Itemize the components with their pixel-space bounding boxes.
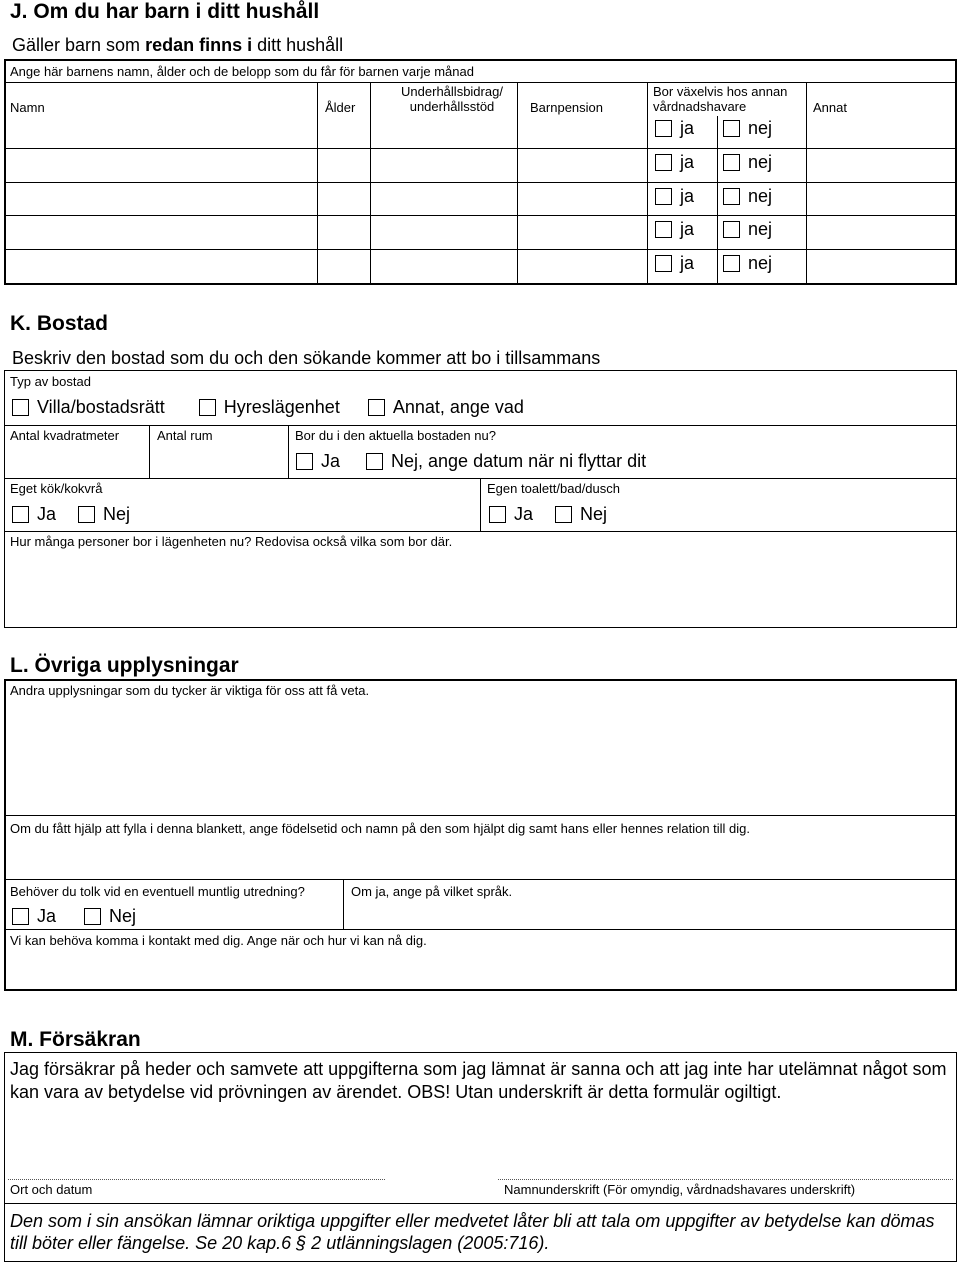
kok-label: Eget kök/kokvrå	[10, 481, 103, 496]
nej-checkbox[interactable]	[723, 154, 740, 171]
nej-label: nej	[748, 253, 773, 273]
nej-label: nej	[748, 186, 773, 206]
k-col	[288, 425, 289, 478]
annat-checkbox[interactable]	[368, 399, 385, 416]
ja-label: ja	[680, 118, 695, 138]
col-underhall-line2: underhållsstöd	[409, 99, 495, 114]
child-row-1-options	[655, 118, 772, 139]
hjalp-label: Om du fått hjälp att fylla i denna blankett, ange födelsetid och namn på den som hjälpt dig samt hans eller hennes relation till dig.	[10, 821, 751, 836]
nej-label: nej	[748, 152, 773, 172]
ort-signature-line	[8, 1179, 385, 1180]
l-line	[5, 879, 956, 880]
child-row-5-options	[655, 253, 772, 274]
toalett-nej-checkbox[interactable]	[555, 506, 572, 523]
kok-nej-checkbox[interactable]	[78, 506, 95, 523]
kok-ja-checkbox[interactable]	[12, 506, 29, 523]
sprak-label: Om ja, ange på vilket språk.	[351, 884, 513, 899]
hyres-checkbox[interactable]	[199, 399, 216, 416]
ja-checkbox[interactable]	[655, 154, 672, 171]
toalett-label: Egen toalett/bad/dusch	[487, 481, 620, 496]
children-instruction: Ange här barnens namn, ålder och de belopp som du får för barnen varje månad	[10, 64, 474, 79]
bor-ja-checkbox[interactable]	[296, 453, 313, 470]
col-underhall	[392, 84, 512, 114]
l-line	[5, 929, 956, 930]
kok-options	[12, 504, 130, 525]
l-line	[5, 815, 956, 816]
nej-checkbox[interactable]	[723, 188, 740, 205]
andra-label: Andra upplysningar som du tycker är viktiga för oss att få veta.	[10, 683, 370, 698]
nej-checkbox[interactable]	[723, 255, 740, 272]
subtitle-bold: redan finns i	[145, 35, 253, 55]
nej-label: nej	[748, 219, 773, 239]
tolk-ja-label: Ja	[37, 906, 57, 926]
ja-label: ja	[680, 186, 695, 206]
subtitle-post: ditt hushåll	[252, 35, 344, 55]
col-alder: Ålder	[325, 100, 356, 115]
rum-label: Antal rum	[157, 428, 213, 443]
nej-checkbox[interactable]	[723, 221, 740, 238]
tolk-ja-checkbox[interactable]	[12, 908, 29, 925]
villa-label: Villa/bostadsrätt	[37, 397, 165, 417]
child-row-2-options	[655, 152, 772, 173]
col-vaxelvis-line1: Bor växelvis hos annan	[653, 84, 788, 99]
toalett-options	[489, 504, 607, 525]
namn-label: Namnunderskrift (För omyndig, vårdnadshavares underskrift)	[504, 1182, 856, 1197]
warning-text: Den som i sin ansökan lämnar oriktiga uppgifter eller medvetet låter bli att tala om uppgifter av betydelse kan dömas till böter eller fängelse. Se 20 kap.6 § 2 utlänningslagen (2005:716).	[10, 1211, 935, 1253]
kontakt-label: Vi kan behöva komma i kontakt med dig. Ange när och hur vi kan nå dig.	[10, 933, 427, 948]
col-barnpension: Barnpension	[530, 100, 603, 115]
row-line	[5, 148, 956, 149]
bor-nej-checkbox[interactable]	[366, 453, 383, 470]
ja-label: ja	[680, 219, 695, 239]
nej-checkbox[interactable]	[723, 120, 740, 137]
housing-type-options	[12, 397, 524, 418]
tolk-options	[12, 906, 136, 927]
k-col	[149, 425, 150, 478]
tolk-label: Behöver du tolk vid en eventuell muntlig utredning?	[10, 884, 305, 899]
typ-label: Typ av bostad	[10, 374, 91, 389]
section-k-title: K. Bostad	[10, 312, 109, 335]
hyres-label: Hyreslägenhet	[223, 397, 340, 417]
kvm-label: Antal kvadratmeter	[10, 428, 120, 443]
ja-label: ja	[680, 152, 695, 172]
toalett-nej-label: Nej	[580, 504, 608, 524]
section-l-title: L. Övriga upplysningar	[10, 654, 239, 677]
nej-label: nej	[748, 118, 773, 138]
tolk-nej-checkbox[interactable]	[84, 908, 101, 925]
row-line	[5, 182, 956, 183]
col-underhall-line1: Underhållsbidrag/	[401, 84, 503, 99]
col-line	[647, 82, 648, 284]
k-line	[5, 531, 956, 532]
col-line	[370, 82, 371, 284]
bor-label: Bor du i den aktuella bostaden nu?	[295, 428, 496, 443]
l-col	[343, 879, 344, 929]
kok-nej-label: Nej	[103, 504, 131, 524]
col-line	[806, 82, 807, 284]
col-vaxelvis	[653, 84, 787, 114]
ja-checkbox[interactable]	[655, 221, 672, 238]
col-vaxelvis-line2: vårdnadshavare	[653, 99, 747, 114]
bor-nej-label: Nej, ange datum när ni flyttar dit	[391, 451, 647, 471]
m-line	[5, 1203, 956, 1204]
toalett-ja-label: Ja	[514, 504, 534, 524]
k-line	[5, 425, 956, 426]
ja-checkbox[interactable]	[655, 255, 672, 272]
personer-label: Hur många personer bor i lägenheten nu? Redovisa också vilka som bor där.	[10, 534, 453, 549]
toalett-ja-checkbox[interactable]	[489, 506, 506, 523]
section-j-subtitle	[12, 35, 343, 56]
subtitle-pre: Gäller barn som	[12, 35, 146, 55]
annat-label: Annat, ange vad	[392, 397, 524, 417]
villa-checkbox[interactable]	[12, 399, 29, 416]
kok-ja-label: Ja	[37, 504, 57, 524]
k-col	[480, 478, 481, 531]
section-m-title: M. Försäkran	[10, 1028, 141, 1051]
declaration-text: Jag försäkrar på heder och samvete att uppgifterna som jag lämnat är sanna och att jag inte har utelämnat något som kan vara av betydelse vid prövningen av ärendet. OBS! Utan underskrift är detta formulär ogiltigt.	[10, 1059, 947, 1102]
ja-label: ja	[680, 253, 695, 273]
namn-signature-line	[498, 1179, 953, 1180]
row-line	[5, 249, 956, 250]
col-namn: Namn	[10, 100, 45, 115]
child-row-3-options	[655, 186, 772, 207]
tolk-nej-label: Nej	[109, 906, 137, 926]
section-k-subtitle: Beskriv den bostad som du och den sökande kommer att bo i tillsammans	[12, 348, 601, 368]
section-j-title: J. Om du har barn i ditt hushåll	[10, 0, 320, 23]
col-line	[317, 82, 318, 284]
bor-options	[296, 451, 646, 472]
col-annat: Annat	[813, 100, 847, 115]
ja-checkbox[interactable]	[655, 120, 672, 137]
row-line	[5, 215, 956, 216]
col-line	[517, 82, 518, 284]
bor-ja-label: Ja	[321, 451, 341, 471]
ort-label: Ort och datum	[10, 1182, 93, 1197]
ja-checkbox[interactable]	[655, 188, 672, 205]
child-row-4-options	[655, 219, 772, 240]
header-divider	[5, 82, 956, 83]
